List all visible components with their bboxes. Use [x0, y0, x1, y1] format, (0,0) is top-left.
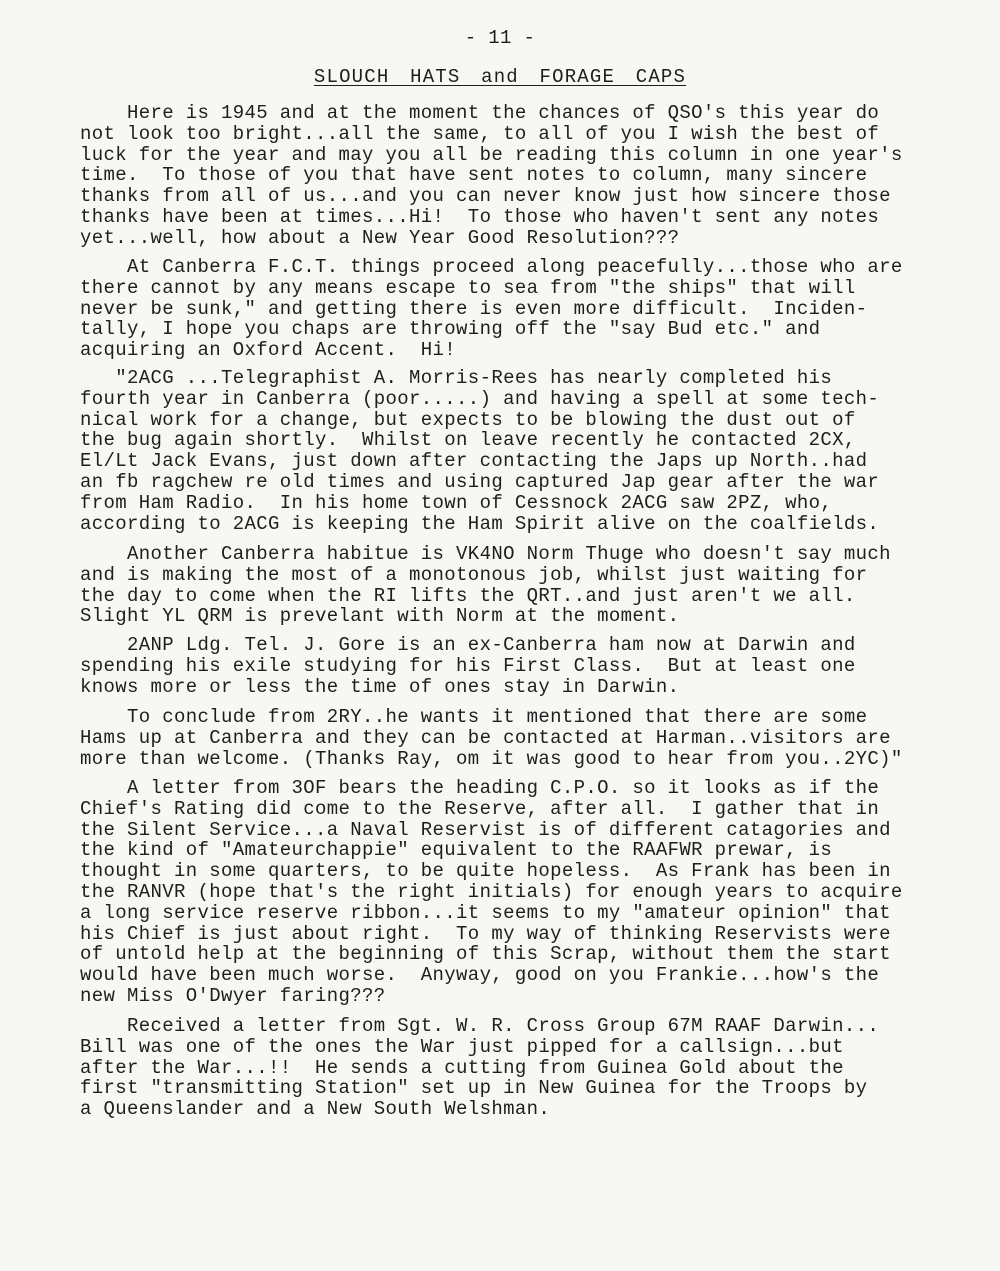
text-line: a long service reserve ribbon...it seems to my "amateur opinion" that: [80, 901, 891, 924]
paragraph-2ry: [80, 707, 942, 769]
paragraph-sgt-cross: [80, 1016, 942, 1120]
text-line: thanks have been at times...Hi! To those who haven't sent any notes: [80, 205, 880, 228]
paragraph-canberra: [80, 257, 942, 361]
text-line: an fb ragchew re old times and using captured Jap gear after the war: [80, 470, 880, 493]
text-line: El/Lt Jack Evans, just down after contacting the Japs up North..had: [80, 450, 868, 473]
text-line: yet...well, how about a New Year Good Resolution???: [80, 226, 680, 249]
text-line: more than welcome. (Thanks Ray, om it was good to hear from you..2YC)": [80, 747, 903, 770]
text-line: Bill was one of the ones the War just pipped for a callsign...but: [80, 1035, 844, 1058]
text-line: 2ANP Ldg. Tel. J. Gore is an ex-Canberra ham now at Darwin and: [80, 634, 856, 656]
text-line: Slight YL QRM is prevelant with Norm at the moment.: [80, 605, 680, 628]
text-line: knows more or less the time of ones stay in Darwin.: [80, 675, 680, 698]
text-line: thought in some quarters, to be quite hopeless. As Frank has been in: [80, 860, 891, 883]
page-number: - 11 -: [464, 27, 536, 49]
text-line: At Canberra F.C.T. things proceed along peacefully...those who are: [80, 256, 903, 278]
text-line: A letter from 3OF bears the heading C.P.O. so it looks as if the: [80, 777, 880, 799]
text-line: the Silent Service...a Naval Reservist is of different catagories and: [80, 818, 891, 841]
text-line: luck for the year and may you all be reading this column in one year's: [80, 143, 903, 166]
text-line: Here is 1945 and at the moment the chances of QSO's this year do: [80, 102, 880, 124]
text-line: never be sunk," and getting there is even more difficult. Inciden-: [80, 297, 868, 320]
text-line: nical work for a change, but expects to be blowing the dust out of: [80, 408, 856, 431]
text-line: after the War...!! He sends a cutting from Guinea Gold about the: [80, 1056, 844, 1079]
text-line: from Ham Radio. In his home town of Cessnock 2ACG saw 2PZ, who,: [80, 491, 833, 514]
text-line: not look too bright...all the same, to all of you I wish the best of: [80, 122, 880, 145]
text-line: according to 2ACG is keeping the Ham Spirit alive on the coalfields.: [80, 512, 880, 535]
text-line: time. To those of you that have sent notes to column, many sincere: [80, 164, 868, 187]
text-line: Received a letter from Sgt. W. R. Cross Group 67M RAAF Darwin...: [80, 1015, 880, 1037]
text-line: and is making the most of a monotonous job, whilst just waiting for: [80, 563, 868, 586]
paragraph-2anp: [80, 635, 942, 697]
text-line: new Miss O'Dwyer faring???: [80, 984, 386, 1007]
text-line: the kind of "Amateurchappie" equivalent to the RAAFWR prewar, is: [80, 839, 833, 862]
paragraph-2acg: [80, 368, 942, 534]
text-line: the RANVR (hope that's the right initials) for enough years to acquire: [80, 880, 903, 903]
column-heading: SLOUCH HATS and FORAGE CAPS: [313, 66, 687, 88]
text-line: To conclude from 2RY..he wants it mentioned that there are some: [80, 706, 868, 728]
text-line: fourth year in Canberra (poor.....) and having a spell at some tech-: [80, 387, 880, 410]
text-line: acquiring an Oxford Accent. Hi!: [80, 339, 457, 362]
text-line: the bug again shortly. Whilst on leave recently he contacted 2CX,: [80, 429, 856, 452]
paragraph-3of: [80, 778, 942, 1007]
text-line: Hams up at Canberra and they can be contacted at Harman..visitors are: [80, 726, 891, 749]
text-line: thanks from all of us...and you can never know just how sincere those: [80, 185, 891, 208]
text-line: spending his exile studying for his First Class. But at least one: [80, 654, 856, 677]
text-line: there cannot by any means escape to sea from "the ships" that will: [80, 276, 856, 299]
paragraph-new-year: [80, 103, 942, 249]
text-line: a Queenslander and a New South Welshman.: [80, 1098, 551, 1121]
text-line: his Chief is just about right. To my way of thinking Reservists were: [80, 922, 891, 945]
text-line: Another Canberra habitue is VK4NO Norm Thuge who doesn't say much: [80, 543, 891, 565]
text-line: would have been much worse. Anyway, good on you Frankie...how's the: [80, 964, 880, 987]
text-line: "2ACG ...Telegraphist A. Morris-Rees has nearly completed his: [80, 367, 833, 389]
text-line: Chief's Rating did come to the Reserve, after all. I gather that in: [80, 797, 880, 820]
text-line: tally, I hope you chaps are throwing off the "say Bud etc." and: [80, 318, 821, 341]
text-line: the day to come when the RI lifts the QRT..and just aren't we all.: [80, 584, 856, 607]
paragraph-vk4no: [80, 544, 942, 627]
text-line: of untold help at the beginning of this Scrap, without them the start: [80, 943, 891, 966]
text-line: first "transmitting Station" set up in New Guinea for the Troops by: [80, 1077, 868, 1100]
